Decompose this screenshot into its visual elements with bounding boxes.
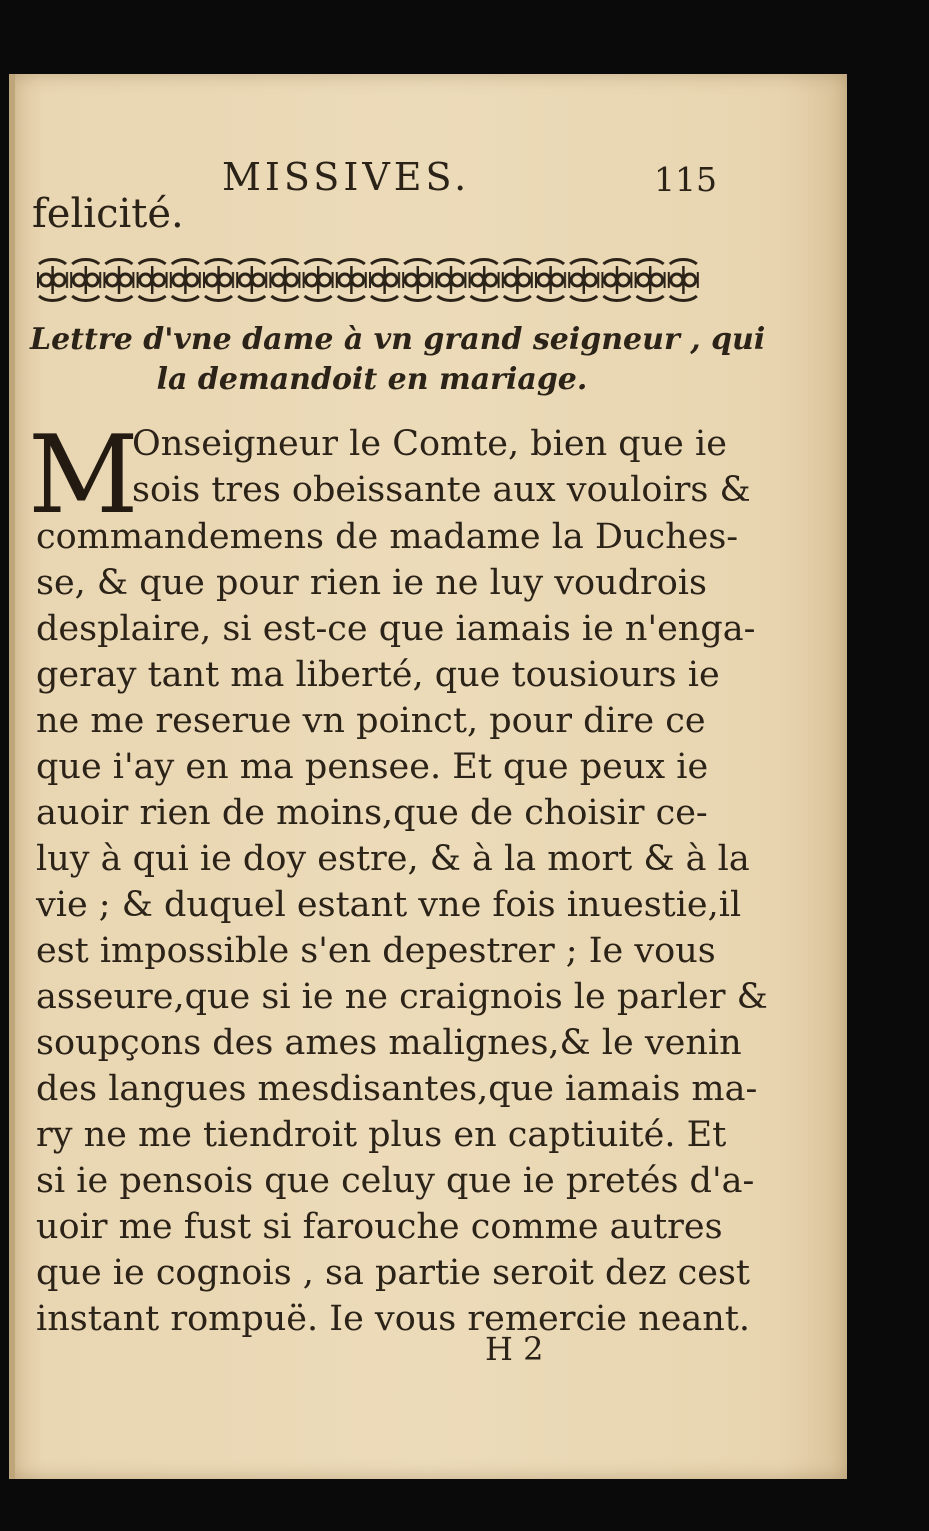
body-line: des langues mesdisantes,que iamais ma- [36,1069,758,1109]
page-gutter-edge [9,74,15,1479]
running-head: MISSIVES. [222,155,471,199]
body-line: auoir rien de moins,que de choisir ce- [36,793,708,833]
carry-over-word: felicité. [32,191,184,237]
letter-heading-line-1: Lettre d'vne dame à vn grand seigneur , qui [30,322,766,357]
body-line: ry ne me tiendroit plus en captiuité. Et [36,1115,727,1155]
letter-heading-line-2: la demandoit en mariage. [156,362,588,397]
ornament-icon [36,258,700,302]
body-line: est impossible s'en depestrer ; Ie vous [36,931,716,971]
body-line: que ie cognois , sa partie seroit dez cest [36,1253,750,1293]
body-line: asseure,que si ie ne craignois le parler & [36,977,768,1017]
page-number: 115 [654,160,717,199]
body-line: luy à qui ie doy estre, & à la mort & à la [36,839,750,879]
body-line: Onseigneur le Comte, bien que ie [132,424,727,464]
body-line: uoir me fust si farouche comme autres [36,1207,723,1247]
body-line: soupçons des ames malignes,& le venin [36,1023,742,1063]
drop-initial: M [28,413,139,538]
body-line: ne me reserue vn poinct, pour dire ce [36,701,706,741]
body-line: desplaire, si est-ce que iamais ie n'enga- [36,609,756,649]
body-line: sois tres obeissante aux vouloirs & [132,470,751,510]
signature-mark: H 2 [485,1330,544,1368]
body-line: geray tant ma liberté, que tousiours ie [36,655,720,695]
body-line: instant rompuë. Ie vous remercie neant. [36,1299,750,1339]
body-line: vie ; & duquel estant vne fois inuestie,il [36,885,742,925]
body-line: se, & que pour rien ie ne luy voudrois [36,563,707,603]
body-line: que i'ay en ma pensee. Et que peux ie [36,747,709,787]
body-line: commandemens de madame la Duches- [36,517,739,557]
ornamental-band [36,258,700,302]
body-line: si ie pensois que celuy que ie pretés d'a- [36,1161,755,1201]
